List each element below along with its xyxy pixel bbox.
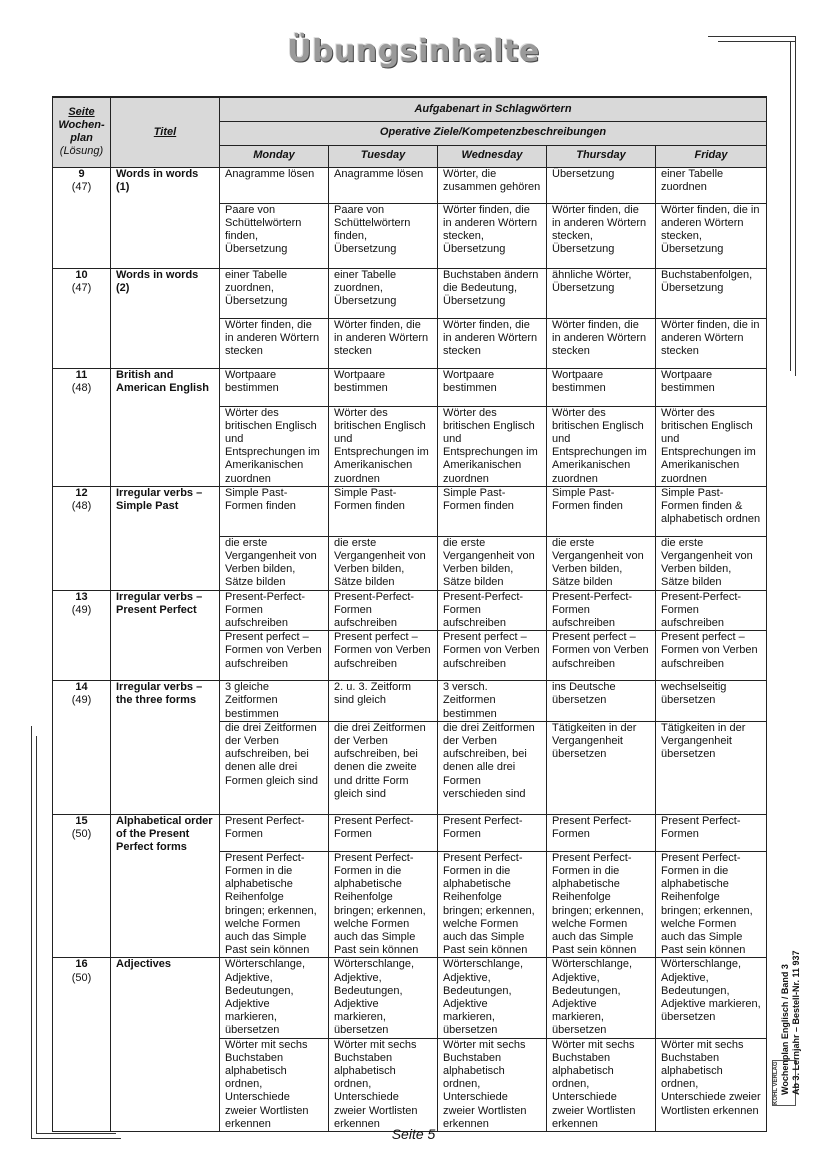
frame-line-right2 (790, 41, 791, 371)
goal-cell: Present Perfect-Formen in die alphabetische Reihenfolge bringen; erkennen, welche Formen auch das Simple Past sein können (656, 851, 767, 958)
task-cell: einer Tabelle zuordnen (656, 167, 767, 203)
header-day: Thursday (547, 145, 656, 167)
goal-cell: die drei Zeitformen der Verben aufschreiben, bei denen alle drei Formen gleich sind (220, 721, 329, 814)
task-cell: Present-Perfect-Formen aufschreiben (220, 590, 329, 631)
page-footer: Seite 5 (391, 1126, 436, 1142)
task-cell: Buchstabenfolgen, Übersetzung (656, 268, 767, 318)
task-cell: Present Perfect-Formen (329, 814, 438, 851)
task-cell: Wörterschlange, Adjektive, Bedeutungen, Adjektive markieren, übersetzen (329, 958, 438, 1038)
goal-cell: Wörter finden, die in anderen Wörtern stecken (547, 318, 656, 368)
task-cell: Present-Perfect-Formen aufschreiben (329, 590, 438, 631)
header-titel (111, 97, 220, 167)
goal-cell: die erste Vergangenheit von Verben bilden, Sätze bilden (547, 536, 656, 590)
row-page-number (53, 368, 111, 486)
task-cell: Present-Perfect-Formen aufschreiben (547, 590, 656, 631)
row-page-number (53, 486, 111, 590)
row-number: 11 (75, 368, 88, 381)
side-info (780, 795, 820, 1095)
goal-cell: Wörter mit sechs Buchstaben alphabetisch ordnen, Unterschiede zweier Wortlisten erkennen (438, 1038, 547, 1131)
row-solution-page: (48) (71, 381, 92, 394)
frame-line-left (31, 726, 32, 1138)
task-cell: wechselseitig übersetzen (656, 681, 767, 722)
goal-cell: Wörter des britischen Englisch und Entsprechungen im Amerikanischen zuordnen (438, 406, 547, 486)
row-solution-page: (48) (71, 499, 92, 512)
row-solution-page: (50) (71, 827, 92, 840)
task-cell: Present Perfect-Formen (220, 814, 329, 851)
goal-cell: die drei Zeitformen der Verben aufschreiben, bei denen die zweite und dritte Form gleich sind (329, 721, 438, 814)
goal-cell: Present perfect – Formen von Verben aufschreiben (656, 631, 767, 681)
task-cell: Wörterschlange, Adjektive, Bedeutungen, Adjektive markieren, übersetzen (220, 958, 329, 1038)
task-cell: 3 gleiche Zeitformen bestimmen (220, 681, 329, 722)
row-number: 14 (75, 681, 88, 694)
goal-cell: die drei Zeitformen der Verben aufschreiben, bei denen alle drei Formen verschieden sind (438, 721, 547, 814)
row-title: Irregular verbs – Simple Past (111, 486, 220, 590)
goal-cell: Present perfect – Formen von Verben aufschreiben (220, 631, 329, 681)
row-number: 15 (75, 814, 88, 827)
goal-cell: Wörter finden, die in anderen Wörtern stecken, Übersetzung (438, 203, 547, 268)
publisher-logo: KOHL VERLAG (772, 1060, 796, 1106)
header-day: Tuesday (329, 145, 438, 167)
header-seite (53, 97, 111, 167)
task-cell: Present Perfect-Formen (438, 814, 547, 851)
task-cell: Present Perfect-Formen (656, 814, 767, 851)
goal-cell: Wörter des britischen Englisch und Entsprechungen im Amerikanischen zuordnen (329, 406, 438, 486)
side-info-line2: Ab 3. Lernjahr – Bestell-Nr. 11 937 (791, 950, 801, 1095)
row-solution-page: (47) (71, 180, 92, 193)
task-cell: einer Tabelle zuordnen, Übersetzung (220, 268, 329, 318)
task-cell: Simple Past-Formen finden (438, 486, 547, 536)
task-cell: Simple Past-Formen finden (220, 486, 329, 536)
goal-cell: Wörter des britischen Englisch und Entsprechungen im Amerikanischen zuordnen (220, 406, 329, 486)
row-title: Adjectives (111, 958, 220, 1132)
goal-cell: Tätigkeiten in der Vergangenheit übersetzen (656, 721, 767, 814)
header-titel-label: Titel (153, 125, 177, 138)
task-cell: einer Tabelle zuordnen, Übersetzung (329, 268, 438, 318)
goal-cell: Present Perfect-Formen in die alphabetische Reihenfolge bringen; erkennen, welche Formen auch das Simple Past sein können (438, 851, 547, 958)
row-number: 13 (75, 590, 88, 603)
row-solution-page: (49) (71, 694, 92, 707)
row-number: 10 (75, 268, 88, 281)
task-cell: Wörterschlange, Adjektive, Bedeutungen, Adjektive markieren, übersetzen (547, 958, 656, 1038)
task-cell: Simple Past-Formen finden & alphabetisch ordnen (656, 486, 767, 536)
goal-cell: Present Perfect-Formen in die alphabetische Reihenfolge bringen; erkennen, welche Formen auch das Simple Past sein können (547, 851, 656, 958)
row-solution-page: (50) (71, 971, 92, 984)
goal-cell: Paare von Schüttelwörtern finden, Übersetzung (329, 203, 438, 268)
task-cell: Wortpaare bestimmen (656, 368, 767, 406)
row-page-number (53, 958, 111, 1132)
task-cell: Wörter, die zusammen gehören (438, 167, 547, 203)
goal-cell: die erste Vergangenheit von Verben bilden, Sätze bilden (438, 536, 547, 590)
goal-cell: Wörter mit sechs Buchstaben alphabetisch ordnen, Unterschiede zweier Wortlisten erkennen (547, 1038, 656, 1131)
goal-cell: Tätigkeiten in der Vergangenheit übersetzen (547, 721, 656, 814)
task-cell: Present-Perfect-Formen aufschreiben (438, 590, 547, 631)
task-cell: Buchstaben ändern die Bedeutung, Übersetzung (438, 268, 547, 318)
goal-cell: Wörter finden, die in anderen Wörtern stecken (438, 318, 547, 368)
goal-cell: Present Perfect-Formen in die alphabetische Reihenfolge bringen; erkennen, welche Formen auch das Simple Past sein können (329, 851, 438, 958)
goal-cell: Wörter finden, die in anderen Wörtern stecken, Übersetzung (547, 203, 656, 268)
goal-cell: Wörter des britischen Englisch und Entsprechungen im Amerikanischen zuordnen (656, 406, 767, 486)
task-cell: Simple Past-Formen finden (329, 486, 438, 536)
task-cell: ins Deutsche übersetzen (547, 681, 656, 722)
goal-cell: Wörter des britischen Englisch und Entsprechungen im Amerikanischen zuordnen (547, 406, 656, 486)
row-page-number (53, 167, 111, 268)
task-cell: Anagramme lösen (220, 167, 329, 203)
task-cell: 3 versch. Zeitformen bestimmen (438, 681, 547, 722)
row-title: Alphabetical order of the Present Perfect forms (111, 814, 220, 958)
header-wochenplan: Wochen-plan (58, 119, 105, 145)
goal-cell: Wörter finden, die in anderen Wörtern stecken (656, 318, 767, 368)
frame-line-left2 (36, 736, 37, 1133)
goal-cell: Wörter mit sechs Buchstaben alphabetisch ordnen, Unterschiede zweier Wortlisten erkennen (656, 1038, 767, 1131)
row-page-number (53, 268, 111, 368)
row-number: 9 (78, 167, 85, 180)
row-title: Words in words (1) (111, 167, 220, 268)
goal-cell: die erste Vergangenheit von Verben bilden, Sätze bilden (220, 536, 329, 590)
exercise-table (52, 96, 767, 1132)
row-title: Words in words (2) (111, 268, 220, 368)
row-title: British and American English (111, 368, 220, 486)
header-seite-label: Seite (68, 106, 95, 119)
goal-cell: Wörter finden, die in anderen Wörtern stecken (220, 318, 329, 368)
row-title: Irregular verbs – Present Perfect (111, 590, 220, 681)
frame-line-right (795, 36, 796, 376)
goal-cell: die erste Vergangenheit von Verben bilden, Sätze bilden (329, 536, 438, 590)
page-title: Übungsinhalte (287, 34, 540, 69)
row-title: Irregular verbs – the three forms (111, 681, 220, 815)
header-day: Monday (220, 145, 329, 167)
row-number: 16 (75, 958, 88, 971)
goal-cell: Present perfect – Formen von Verben aufschreiben (329, 631, 438, 681)
row-page-number (53, 681, 111, 815)
header-day: Wednesday (438, 145, 547, 167)
task-cell: Present Perfect-Formen (547, 814, 656, 851)
task-cell: 2. u. 3. Zeitform sind gleich (329, 681, 438, 722)
row-solution-page: (47) (71, 281, 92, 294)
row-page-number (53, 814, 111, 958)
header-aufgabenart: Aufgabenart in Schlagwörtern (220, 97, 767, 121)
goal-cell: Paare von Schüttelwörtern finden, Übersetzung (220, 203, 329, 268)
task-cell: Wortpaare bestimmen (220, 368, 329, 406)
task-cell: Wörterschlange, Adjektive, Bedeutungen, Adjektive markieren, übersetzen (438, 958, 547, 1038)
side-info-line1: Wochenplan Englisch / Band 3 (780, 964, 790, 1095)
goal-cell: die erste Vergangenheit von Verben bilden, Sätze bilden (656, 536, 767, 590)
row-number: 12 (75, 486, 88, 499)
task-cell: Übersetzung (547, 167, 656, 203)
goal-cell: Present perfect – Formen von Verben aufschreiben (438, 631, 547, 681)
goal-cell: Present perfect – Formen von Verben aufschreiben (547, 631, 656, 681)
goal-cell: Wörter mit sechs Buchstaben alphabetisch ordnen, Unterschiede zweier Wortlisten erkennen (329, 1038, 438, 1131)
header-day: Friday (656, 145, 767, 167)
task-cell: Present-Perfect-Formen aufschreiben (656, 590, 767, 631)
task-cell: ähnliche Wörter, Übersetzung (547, 268, 656, 318)
header-operative: Operative Ziele/Kompetenzbeschreibungen (220, 121, 767, 145)
task-cell: Wortpaare bestimmen (438, 368, 547, 406)
task-cell: Wortpaare bestimmen (329, 368, 438, 406)
header-loesung: (Lösung) (59, 145, 104, 158)
goal-cell: Wörter finden, die in anderen Wörtern stecken (329, 318, 438, 368)
goal-cell: Wörter mit sechs Buchstaben alphabetisch ordnen, Unterschiede zweier Wortlisten erkennen (220, 1038, 329, 1131)
row-page-number (53, 590, 111, 681)
task-cell: Wörterschlange, Adjektive, Bedeutungen, Adjektive markieren, übersetzen (656, 958, 767, 1038)
task-cell: Wortpaare bestimmen (547, 368, 656, 406)
task-cell: Simple Past-Formen finden (547, 486, 656, 536)
goal-cell: Wörter finden, die in anderen Wörtern stecken, Übersetzung (656, 203, 767, 268)
row-solution-page: (49) (71, 603, 92, 616)
goal-cell: Present Perfect-Formen in die alphabetische Reihenfolge bringen; erkennen, welche Formen auch das Simple Past sein können (220, 851, 329, 958)
task-cell: Anagramme lösen (329, 167, 438, 203)
